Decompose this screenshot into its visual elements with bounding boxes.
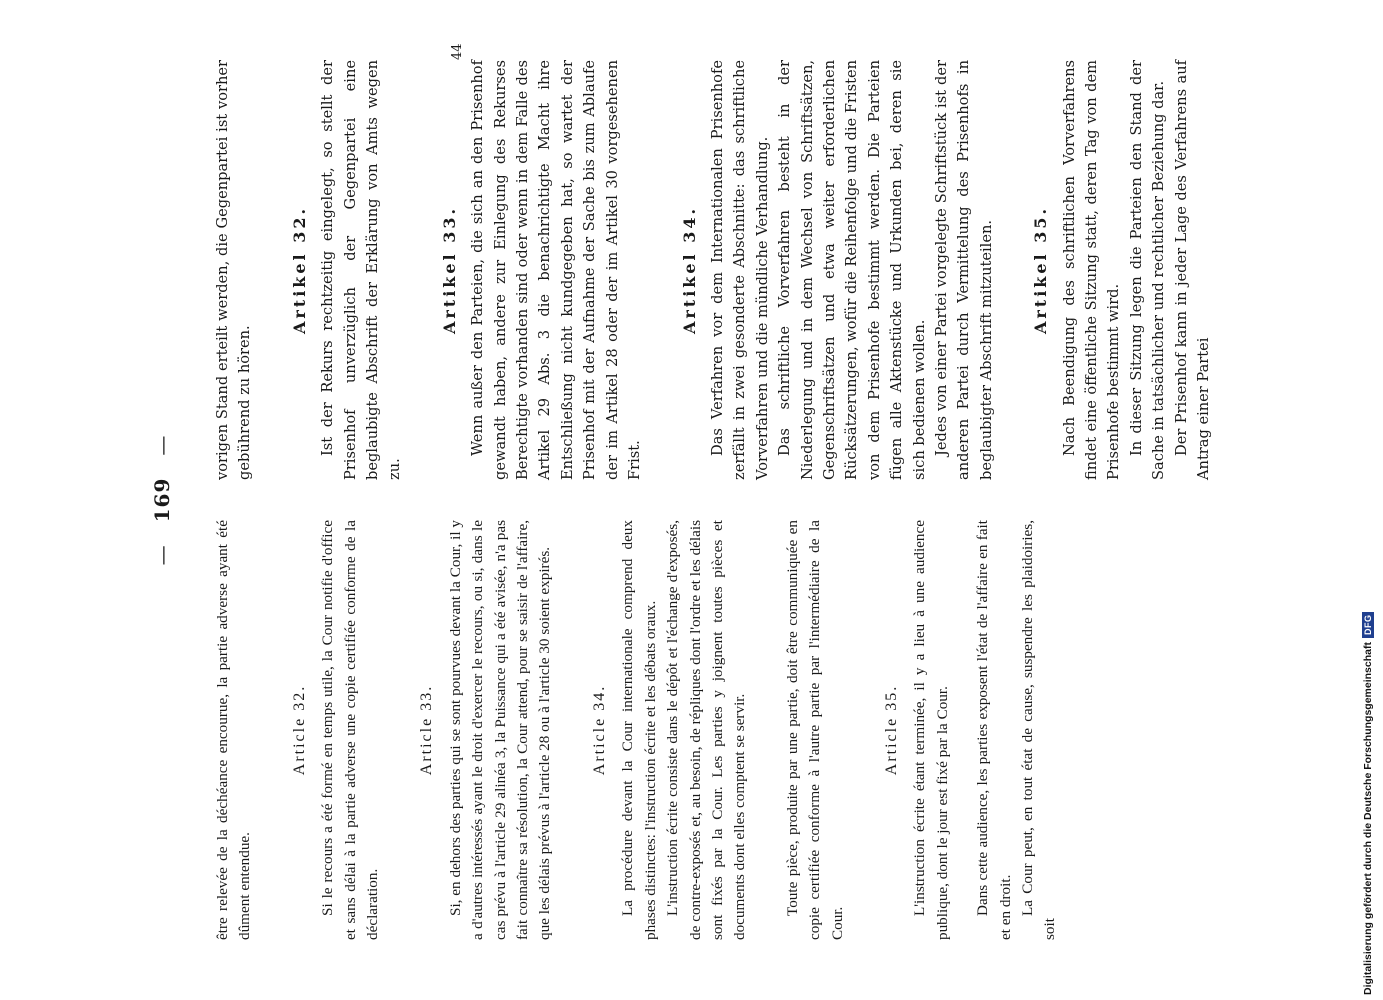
german-article-34-p3: Jedes von einer Partei vorgelegte Schriftstück ist der anderen Partei durch Vermittelung des Prisenhofs in beglaubigter Abschrift mitzuteilen.: [932, 60, 995, 480]
german-article-34-p1: Das Verfahren vor dem Internationalen Prisenhofe zerfällt in zwei gesonderte Abschnitte: das schriftliche Vorverfahren und die mündliche Verhandlung.: [708, 60, 771, 480]
german-article-32-title: Artikel 32.: [289, 205, 309, 335]
french-article-34-p1: La procédure devant la Cour internationale comprend deux phases distinctes: l'instruction écrite et les débats oraux.: [619, 520, 659, 940]
dfg-logo-icon: DFG: [1362, 612, 1374, 639]
french-article-34-p2: L'instruction écrite consiste dans le dépôt et l'échange d'exposés, de contre-exposés et, au besoin, de répliques dont l'ordre et les délais sont fixés par la Cour. Les parties y joignent toutes pièces et documents dont elles comptent se servir.: [664, 520, 749, 940]
sheet-signature: 44: [450, 43, 465, 60]
page-header: [150, 60, 190, 940]
french-article-35-title: Article 35.: [882, 684, 900, 776]
german-article-35-p3: Der Prisenhof kann in jeder Lage des Verfahrens auf Antrag einer Partei: [1172, 60, 1213, 480]
french-article-34-p3: Toute pièce, produite par une partie, doit être communiquée en copie certifiée conforme à l'autre partie par l'intermédiaire de la Cour.: [783, 520, 846, 940]
german-article-32-text: Ist der Rekurs rechtzeitig eingelegt, so stellt der Prisenhof unverzüglich der Gegenpartei eine beglaubigte Abschrift der Erklärung von Amts wegen zu.: [319, 60, 404, 480]
german-intro: vorigen Stand erteilt werden, die Gegenpartei ist vorher gebührend zu hören.: [214, 60, 254, 480]
german-article-34-title: Artikel 34.: [679, 205, 699, 335]
page-number: 169: [150, 477, 174, 523]
german-article-34-p2: Das schriftliche Vorverfahren besteht in der Niederlegung und in dem Wechsel von Schriftsätzen, Gegenschriftsätzen und etwa weiter erforderlichen Rücksätzerungen, wofür die Reihenfolge und die Fristen von dem Prisenhofe bestimmt werden. Die Parteien fügen alle Aktenstücke und Urkunden bei, deren sie sich bedienen wollen.: [776, 60, 928, 480]
german-article-35-title: Artikel 35.: [1031, 205, 1051, 335]
german-column: [212, 60, 1312, 480]
header-dash-right: —: [150, 434, 174, 456]
french-article-35-p1: L'instruction écrite étant terminée, il y a lieu à une audience publique, dont le jour est fixé par la Cour.: [911, 520, 951, 940]
rotated-page: [150, 43, 1330, 940]
german-article-35-p1: Nach Beendigung des schriftlichen Vorverfahrens findet eine öffentliche Sitzung statt, deren Tag von dem Prisenhofe bestimmt wird.: [1060, 60, 1123, 480]
french-article-34-title: Article 34.: [590, 684, 608, 776]
german-article-35-p2: In dieser Sitzung legen die Parteien den Stand der Sache in tatsächlicher und rechtlicher Beziehung dar.: [1127, 60, 1168, 480]
french-article-33-text: Si, en dehors des parties qui se sont pourvues devant la Cour, il y a d'autres intéressés ayant le droit d'exercer le recours, ou si, dans le cas prévu à l'article 29 alinéa 3, la Puissance qui a été avisée, n'a pas fait connaître sa résolution, la Cour attend, pour se saisir de l'affaire, que les délais prévus à l'article 28 ou à l'article 30 soient expirés.: [446, 520, 554, 940]
french-article-35-p3: La Cour peut, en tout état de cause, suspendre les plaidoiries, soit: [1018, 520, 1059, 940]
header-dash-left: —: [150, 544, 174, 566]
french-article-35-p2: Dans cette audience, les parties exposent l'état de l'affaire en fait et en droit.: [974, 520, 1014, 940]
french-article-32-text: Si le recours a été formé en temps utile, la Cour notifie d'office et sans délai à la partie adverse une copie certifiée conforme de la déclaration.: [319, 520, 382, 940]
french-article-33-title: Article 33.: [418, 684, 436, 776]
french-column: [212, 520, 1312, 940]
french-intro: être relevée de la déchéance encourue, la partie adverse ayant été dûment entendue.: [214, 520, 254, 940]
attribution-text: Digitalisierung gefördert durch die Deutsche Forschungsgemeinschaft: [1362, 642, 1374, 995]
german-article-33-text: Wenn außer den Parteien, die sich an den Prisenhof gewandt haben, andere zur Einlegung des Rekurses Berechtigte vorhanden sind oder wenn in dem Falle des Artikel 29 Abs. 3 die benachrichtigte Macht ihre Entschließung nicht kundgegeben hat, so wartet der Prisenhof mit der Aufnahme der Sache bis zum Ablaufe der im Artikel 28 oder der im Artikel 30 vorgesehenen Frist.: [469, 60, 644, 480]
french-article-32-title: Article 32.: [290, 684, 308, 776]
digitization-attribution: [1362, 612, 1374, 995]
german-article-33-title: Artikel 33.: [439, 205, 459, 335]
